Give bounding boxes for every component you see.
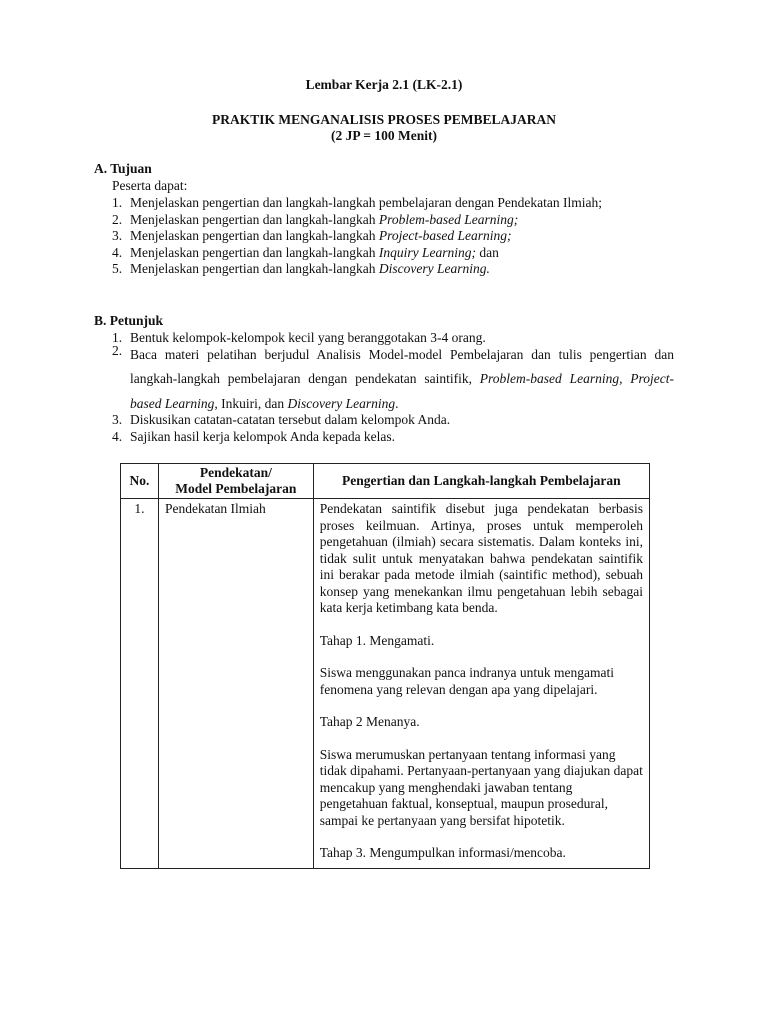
description-paragraph: Pendekatan saintifik disebut juga pendekatan berbasis proses keilmuan. Artinya, proses untuk memperoleh pengetahuan (ilmiah) secara sistematis. Dalam konteks ini, tidak sulit untuk menyatakan bahwa pendekatan saintifik ini berakar pada metode ilmiah (saintific method), sebuah konsep yang menekankan ilmu pengetahuan lebih sebagai kata kerja ketimbang kata benda.	[319, 501, 643, 615]
step-heading: Tahap 3. Mengumpulkan informasi/mencoba.	[319, 845, 566, 860]
tujuan-item-emphasis: Inquiry Learning;	[378, 244, 477, 260]
list-number: 1.	[112, 330, 123, 345]
tujuan-item-text: Menjelaskan pengertian dan langkah-langkah pembelajaran dengan Pendekatan Ilmiah;	[130, 195, 602, 210]
tujuan-item-text: Menjelaskan pengertian dan langkah-langkah	[130, 228, 379, 243]
step-heading: Tahap 1. Mengamati.	[319, 632, 435, 648]
petunjuk-item-justified	[130, 343, 674, 417]
petunjuk-item	[112, 343, 674, 417]
description-paragraph: Siswa menggunakan panca indranya untuk mengamati fenomena yang relevan dengan apa yang dipelajari.	[319, 665, 615, 697]
list-number: 3.	[112, 412, 123, 427]
list-number: 1.	[112, 195, 123, 210]
cell-model: Pendekatan Ilmiah	[158, 499, 313, 869]
petunjuk-list	[112, 330, 674, 445]
tujuan-item	[112, 228, 682, 245]
header-no: No.	[121, 464, 159, 499]
tujuan-item-text: Menjelaskan pengertian dan langkah-langkah	[130, 261, 379, 276]
table-row	[121, 499, 650, 869]
tujuan-intro: Peserta dapat:	[112, 178, 188, 193]
petunjuk-item	[112, 412, 674, 429]
step-heading: Tahap 2 Menanya.	[319, 714, 420, 729]
tujuan-item-emphasis: Project-based Learning;	[378, 228, 512, 243]
header-model-line2: Model Pembelajaran	[175, 481, 297, 496]
tujuan-item	[112, 212, 682, 229]
cell-description	[313, 499, 649, 869]
petunjuk-item-text: Inkuiri, dan	[217, 395, 288, 411]
header-model-line1: Pendekatan/	[199, 464, 272, 480]
cell-number: 1.	[121, 499, 159, 869]
petunjuk-item-text: Baca materi pelatihan berjudul Analisis Model-model Pembelajaran dan tulis pengertian dan langkah-langkah pembelajaran dengan pendekatan saintifik,	[130, 346, 674, 386]
document-title: Lembar Kerja 2.1 (LK-2.1)	[305, 77, 463, 92]
table-header-row	[121, 464, 650, 499]
section-heading-tujuan: A. Tujuan	[94, 161, 152, 176]
document-duration: (2 JP = 100 Menit)	[331, 128, 437, 143]
header-model	[158, 464, 313, 499]
petunjuk-item-text: .	[395, 395, 399, 411]
tujuan-item	[112, 261, 682, 278]
list-number: 4.	[112, 428, 123, 444]
list-number: 3.	[112, 228, 123, 243]
tujuan-item-emphasis: Discovery Learning.	[378, 261, 490, 276]
petunjuk-item	[112, 429, 674, 446]
petunjuk-item-text: Sajikan hasil kerja kelompok Anda kepada kelas.	[130, 428, 396, 444]
worksheet-table	[120, 463, 650, 869]
tujuan-item-tail: dan	[476, 244, 499, 260]
petunjuk-item-emphasis: Problem-based Learning, Project-based Learning,	[130, 371, 675, 411]
tujuan-item	[112, 195, 682, 212]
petunjuk-item-text: Diskusikan catatan-catatan tersebut dalam kelompok Anda.	[130, 412, 451, 427]
section-heading-petunjuk: B. Petunjuk	[94, 313, 164, 328]
header-description: Pengertian dan Langkah-langkah Pembelajaran	[313, 464, 649, 499]
description-paragraph: Siswa merumuskan pertanyaan tentang informasi yang tidak dipahami. Pertanyaan-pertanyaan yang diajukan dapat mencakup yang menghendaki jawaban tentang pengetahuan faktual, konseptual, maupun prosedural, sampai ke pertanyaan yang bersifat hipotetik.	[319, 746, 643, 828]
list-number: 2.	[112, 342, 123, 358]
list-number: 5.	[112, 261, 123, 276]
list-number: 4.	[112, 244, 123, 260]
document-subtitle: PRAKTIK MENGANALISIS PROSES PEMBELAJARAN	[212, 112, 556, 127]
tujuan-item-text: Menjelaskan pengertian dan langkah-langkah	[130, 211, 379, 227]
tujuan-item	[112, 245, 682, 262]
tujuan-item-emphasis: Problem-based Learning;	[378, 211, 519, 227]
petunjuk-item-emphasis: Discovery Learning	[287, 395, 396, 411]
tujuan-list	[112, 195, 682, 278]
list-number: 2.	[112, 211, 123, 227]
petunjuk-item-text: Bentuk kelompok-kelompok kecil yang beranggotakan 3-4 orang.	[130, 330, 486, 345]
tujuan-item-text: Menjelaskan pengertian dan langkah-langkah	[130, 244, 379, 260]
